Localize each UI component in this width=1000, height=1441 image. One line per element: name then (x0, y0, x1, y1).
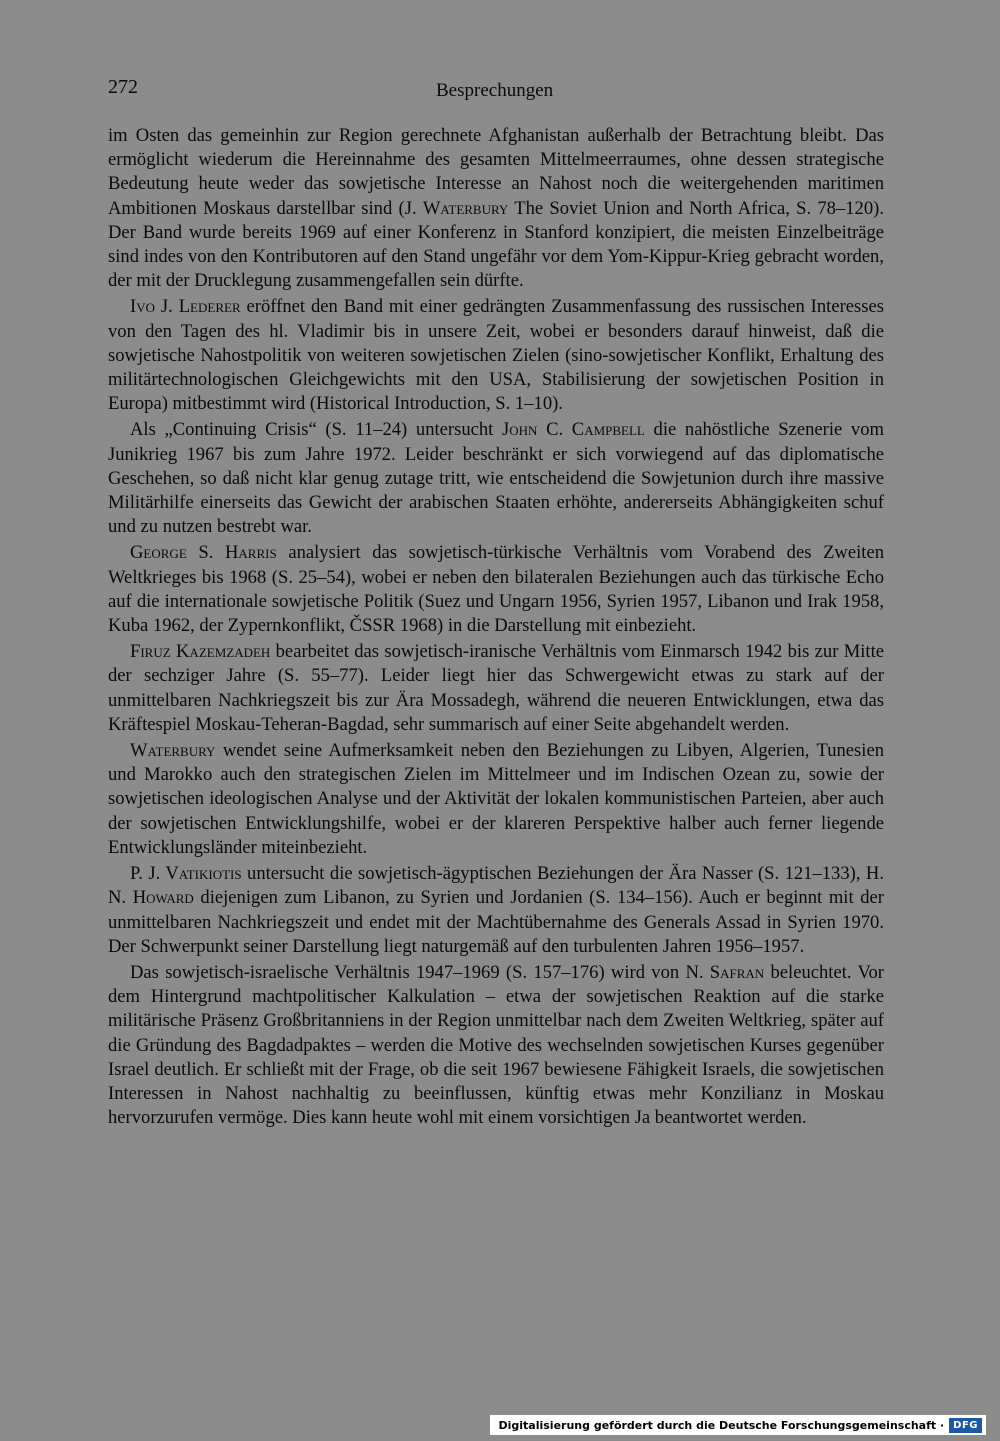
paragraph-2-text: eröffnet den Band mit einer gedrängten Zusammenfassung des russischen Interesses von den Tagen des hl. Vladimir bis in unsere Zeit, wobei er besonders darauf hinweist, daß die sowjetische Nahostpolitik von weiteren sowjetischen Zielen (sino-sowjetischer Konflikt, Erhaltung des militärtechnologischen Gleichgewichts mit den USA, Stabilisierung der sowjetischen Position in Europa) mitbestimmt wird (Historical Introduction, S. 1–10). (108, 296, 884, 415)
author-name: P. J. Vatikiotis (130, 863, 242, 885)
paragraph-1-text-a: im Osten das gemeinhin zur Region gerechnete Afghanistan außerhalb der Betrachtung bleibt. Das ermöglicht wiederum die Hereinnahme des gesamten Mittelmeerraumes, ohne dessen strategische Bedeutung heute weder das sowjetische Interesse an Nahost noch die weitergehenden maritimen Ambitionen Moskaus darstellbar sind (J. (108, 125, 884, 219)
paragraph-8-text-a: Das sowjetisch-israelische Verhältnis 1947–1969 (S. 157–176) wird von (130, 961, 686, 983)
footer-text: Digitalisierung gefördert durch die Deutsche Forschungsgemeinschaft · (498, 1418, 945, 1432)
author-name: Waterbury (422, 197, 509, 219)
paragraph-6-text: wendet seine Aufmerksamkeit neben den Beziehungen zu Libyen, Algerien, Tunesien und Marokko auch den strategischen Zielen im Mittelmeer und im Indischen Ozean zu, sowie der sowjetischen ideologischen Analyse und der Aktivität der lokalen kommunistischen Parteien, aber auch der sowjetischen Entwicklungshilfe, wobei er der klareren Perspektive halber auch ferner liegende Entwicklungsländer miteinbezieht. (108, 740, 884, 858)
paragraph-4 (108, 541, 884, 638)
paragraph-3-text-a: Als „Continuing Crisis“ (S. 11–24) untersucht (130, 419, 503, 441)
paragraph-7 (108, 862, 884, 959)
paragraph-5 (108, 640, 884, 737)
author-name: George S. Harris (130, 542, 277, 564)
page-number: 272 (108, 76, 138, 98)
digitization-footer (490, 1415, 986, 1435)
paragraph-1-text-b: The Soviet Union and North Africa, S. 78–120). Der Band wurde bereits 1969 auf einer Konferenz in Stanford konzipiert, die meisten Einzelbeiträge sind indes von den Kontributoren auf den Stand ungefähr vor dem Yom-Kippur-Krieg gebracht worden, der mit der Drucklegung zusammengefallen sein dürfte. (108, 197, 884, 292)
paragraph-8-text-b: beleuchtet. Vor dem Hintergrund machtpolitischer Kalkulation – etwa der sowjetischen Reaktion auf die starke militärische Präsenz Großbritanniens in der Region unmittelbar nach dem Zweiten Weltkrieg, später auf die Gründung des Bagdadpaktes – werden die Motive des wechselnden sowjetischen Kurses gegenüber Israel deutlich. Er schließt mit der Frage, ob die seit 1967 bewiesene Fähigkeit Israels, die sowjetischen Interessen in Nahost nachhaltig zu beeinflussen, künftig etwas mehr Konzilianz in Moskau hervorzurufen vermöge. Dies kann heute wohl mit einem vorsichtigen Ja beantwortet werden. (108, 961, 884, 1129)
paragraph-3 (108, 418, 884, 539)
paragraph-5-text: bearbeitet das sowjetisch-iranische Verhältnis vom Einmarsch 1942 bis zur Mitte der sechziger Jahre (S. 55–77). Leider liegt hier das Schwergewicht etwas zu stark auf der unmittelbaren Nachkriegszeit bis zur Ära Mossadegh, während die neueren Entwicklungen, etwa das Kräftespiel Moskau-Teheran-Bagdad, sehr summarisch auf einer Seite abgehandelt werden. (108, 641, 885, 735)
paragraph-4-text: analysiert das sowjetisch-türkische Verhältnis vom Vorabend des Zweiten Weltkrieges bis 1968 (S. 25–54), wobei er neben den bilateralen Beziehungen auch das türkische Echo auf die internationale sowjetische Politik (Suez und Ungarn 1956, Syrien 1957, Libanon und Irak 1958, Kuba 1962, der Zypernkonflikt, ČSSR 1968) in die Darstellung mit einbezieht. (108, 542, 884, 637)
paragraph-6 (108, 739, 884, 860)
author-name: N. Safran (685, 961, 765, 983)
paragraph-2 (108, 295, 884, 416)
author-name: John C. Campbell (502, 419, 645, 441)
paragraph-8 (108, 961, 884, 1130)
author-name: Waterbury (130, 740, 216, 762)
paragraph-7-text-a: untersucht die sowjetisch-ägyptischen Beziehungen der Ära Nasser (S. 121–133), (241, 863, 866, 885)
paragraph-1 (108, 124, 884, 293)
paragraph-7-text-b: diejenigen zum Libanon, zu Syrien und Jordanien (S. 134–156). Auch er beginnt mit der unmittelbaren Nachkriegszeit und endet mit der Machtübernahme des Generals Assad in Syrien 1970. Der Schwerpunkt seiner Darstellung liegt naturgemäß auf den turbulenten Jahren 1956–1957. (108, 887, 884, 957)
author-name: Firuz Kazemzadeh (130, 641, 271, 663)
author-name: Ivo J. Lederer (130, 296, 241, 318)
dfg-logo-icon: DFG (949, 1418, 982, 1433)
body-text (108, 124, 884, 1132)
running-head: Besprechungen (436, 80, 554, 101)
author-name: H. N. Howard (108, 863, 884, 909)
paragraph-3-text-b: die nahöstliche Szenerie vom Junikrieg 1967 bis zum Jahre 1972. Leider beschränkt er sich vorwiegend auf das diplomatische Geschehen, so daß nicht klar genug zutage tritt, wie entscheidend die Sowjetunion durch ihre massive Militärhilfe einerseits das Gewicht der arabischen Staaten erhöhte, andererseits Abhängigkeiten schuf und zu nutzen bestrebt war. (108, 419, 884, 538)
